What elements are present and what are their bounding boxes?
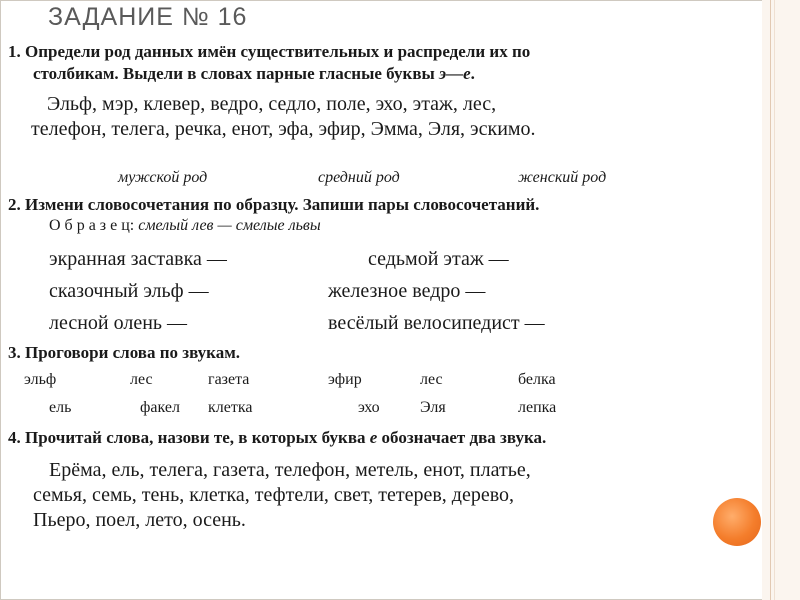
task3-word: Эля: [420, 399, 446, 416]
task3-word: лес: [130, 371, 153, 388]
task2-pair: седьмой этаж —: [368, 248, 509, 270]
task3-word: факел: [140, 399, 180, 416]
task4-words-line2: семья, семь, тень, клетка, тефтели, свет, тетерев, дерево,: [33, 484, 515, 506]
task1-words-line1: Эльф, мэр, клевер, ведро, седло, поле, эхо, этаж, лес,: [47, 93, 497, 115]
task3-word: лепка: [518, 399, 557, 416]
task1-instruction-line2: [33, 64, 475, 84]
decorative-side-band: [762, 0, 800, 600]
column-feminine: женский род: [518, 169, 607, 186]
task2-sample-text: смелый лев — смелые львы: [138, 217, 321, 234]
column-masculine: мужской род: [118, 169, 208, 186]
task3-word: клетка: [208, 399, 253, 416]
task1-instruction-line1: 1. Определи род данных имён существительных и распредели их по: [8, 42, 531, 61]
slide-title: ЗАДАНИЕ № 16: [48, 3, 248, 31]
decorative-line: [774, 0, 775, 600]
decorative-orange-circle: [713, 498, 761, 546]
task3-word: эфир: [328, 371, 362, 388]
task2-pair: сказочный эльф —: [49, 280, 209, 302]
task2-pair: лесной олень —: [49, 312, 188, 334]
task2-pair: экранная заставка —: [49, 248, 227, 270]
task4-heading: [8, 428, 546, 448]
task3-word: лес: [420, 371, 443, 388]
task1-words-line2: телефон, телега, речка, енот, эфа, эфир, Эмма, Эля, эскимо.: [31, 118, 536, 140]
task2-sample: [49, 217, 321, 235]
task3-word: белка: [518, 371, 556, 388]
task2-heading: 2. Измени словосочетания по образцу. Запиши пары словосочетаний.: [8, 195, 540, 214]
task4-letter: е: [369, 428, 378, 447]
task3-heading: 3. Проговори слова по звукам.: [8, 343, 241, 362]
task4-heading-text: 4. Прочитай слова, назови те, в которых буква: [8, 428, 370, 447]
task2-pair: железное ведро —: [328, 280, 486, 302]
task3-word: газета: [208, 371, 250, 388]
task4-heading-end: обозначает два звука.: [377, 428, 547, 447]
task3-word: ель: [49, 399, 72, 416]
task1-instruction-text: столбикам. Выдели в словах парные гласные буквы: [33, 64, 440, 83]
task1-instruction-end: .: [470, 64, 475, 83]
task2-pair: весёлый велосипедист —: [328, 312, 545, 334]
task2-sample-label: О б р а з е ц:: [49, 217, 135, 234]
task1-letters: э—е: [439, 64, 471, 83]
decorative-line: [770, 0, 771, 600]
task4-words-line3: Пьеро, поел, лето, осень.: [33, 509, 246, 531]
column-neuter: средний род: [318, 169, 400, 186]
task4-words-line1: Ерёма, ель, телега, газета, телефон, метель, енот, платье,: [49, 459, 531, 481]
task3-word: эхо: [358, 399, 380, 416]
task3-word: эльф: [24, 371, 57, 388]
